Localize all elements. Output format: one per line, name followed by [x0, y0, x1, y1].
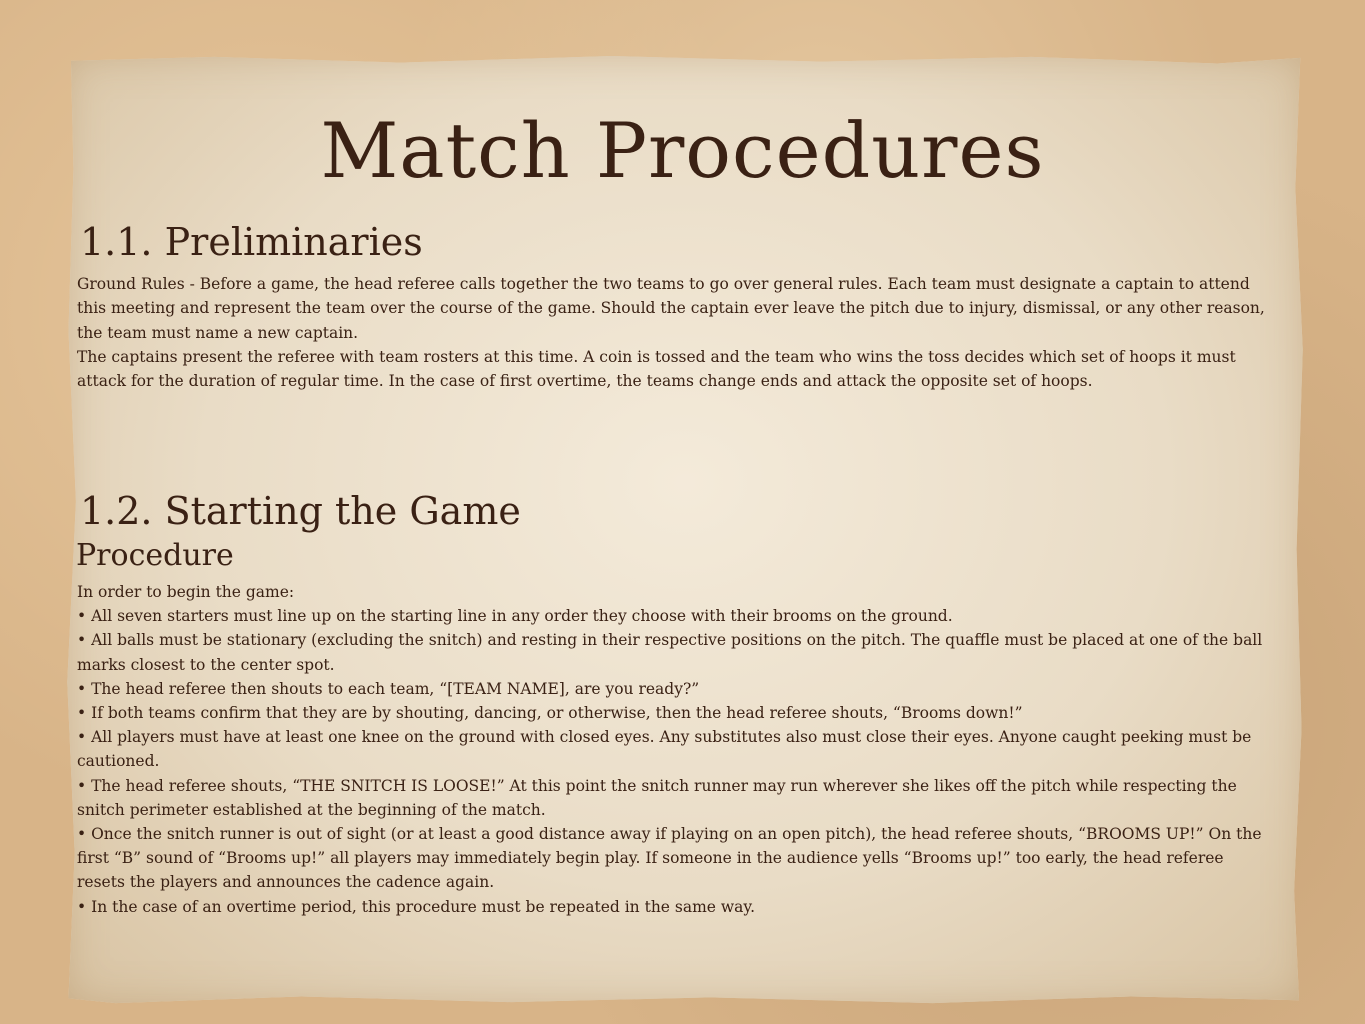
- procedure-bullet: • In the case of an overtime period, this procedure must be repeated in the same way.: [77, 897, 756, 916]
- procedure-bullet: • The head referee then shouts to each team, “[TEAM NAME], are you ready?”: [77, 679, 700, 698]
- procedure-bullet: • The head referee shouts, “THE SNITCH IS LOOSE!” At this point the snitch runner may run wherever she likes off the pitch while respecting the snitch perimeter established at the beginning of the match.: [77, 776, 1237, 819]
- paragraph-ground-rules: Ground Rules - Before a game, the head referee calls together the two teams to go over general rules. Each team must designate a captain to attend this meeting and represent the team over the course of the game. Should the captain ever leave the pitch due to injury, dismissal, or any other reason, the team must name a new captain.: [77, 275, 1265, 342]
- section-heading-starting-the-game: 1.2. Starting the Game: [80, 489, 521, 533]
- paragraph-captains: The captains present the referee with team rosters at this time. A coin is tossed and the team who wins the toss decides which set of hoops it must attack for the duration of regular time. In the case of first overtime, the teams change ends and attack the opposite set of hoops.: [77, 347, 1236, 391]
- procedure-bullet: • All players must have at least one knee on the ground with closed eyes. Any substitutes also must close their eyes. Anyone caught peeking must be cautioned.: [77, 728, 1252, 771]
- procedure-bullet: • Once the snitch runner is out of sight (or at least a good distance away if playing on an open pitch), the head referee shouts, “BROOMS UP!” On the first “B” sound of “Brooms up!” all players may immediately begin play. If someone in the audience yells “Brooms up!” too early, the head referee resets the players and announces the cadence again.: [77, 825, 1262, 892]
- section-heading-preliminaries: 1.1. Preliminaries: [80, 220, 423, 264]
- procedure-bullet: • All seven starters must line up on the starting line in any order they choose with their brooms on the ground.: [77, 607, 953, 626]
- procedure-intro: In order to begin the game:: [77, 583, 295, 601]
- procedure-bullet: • If both teams confirm that they are by shouting, dancing, or otherwise, then the head referee shouts, “Brooms down!”: [77, 704, 1023, 723]
- procedure-bullet: • All balls must be stationary (excluding the snitch) and resting in their respective positions on the pitch. The quaffle must be placed at one of the ball marks closest to the center spot.: [77, 631, 1263, 674]
- section-body-preliminaries: [77, 272, 1267, 393]
- section-body-starting-the-game: [77, 580, 1267, 919]
- subheading-procedure: Procedure: [76, 538, 234, 573]
- slide-title: Match Procedures: [320, 106, 1045, 195]
